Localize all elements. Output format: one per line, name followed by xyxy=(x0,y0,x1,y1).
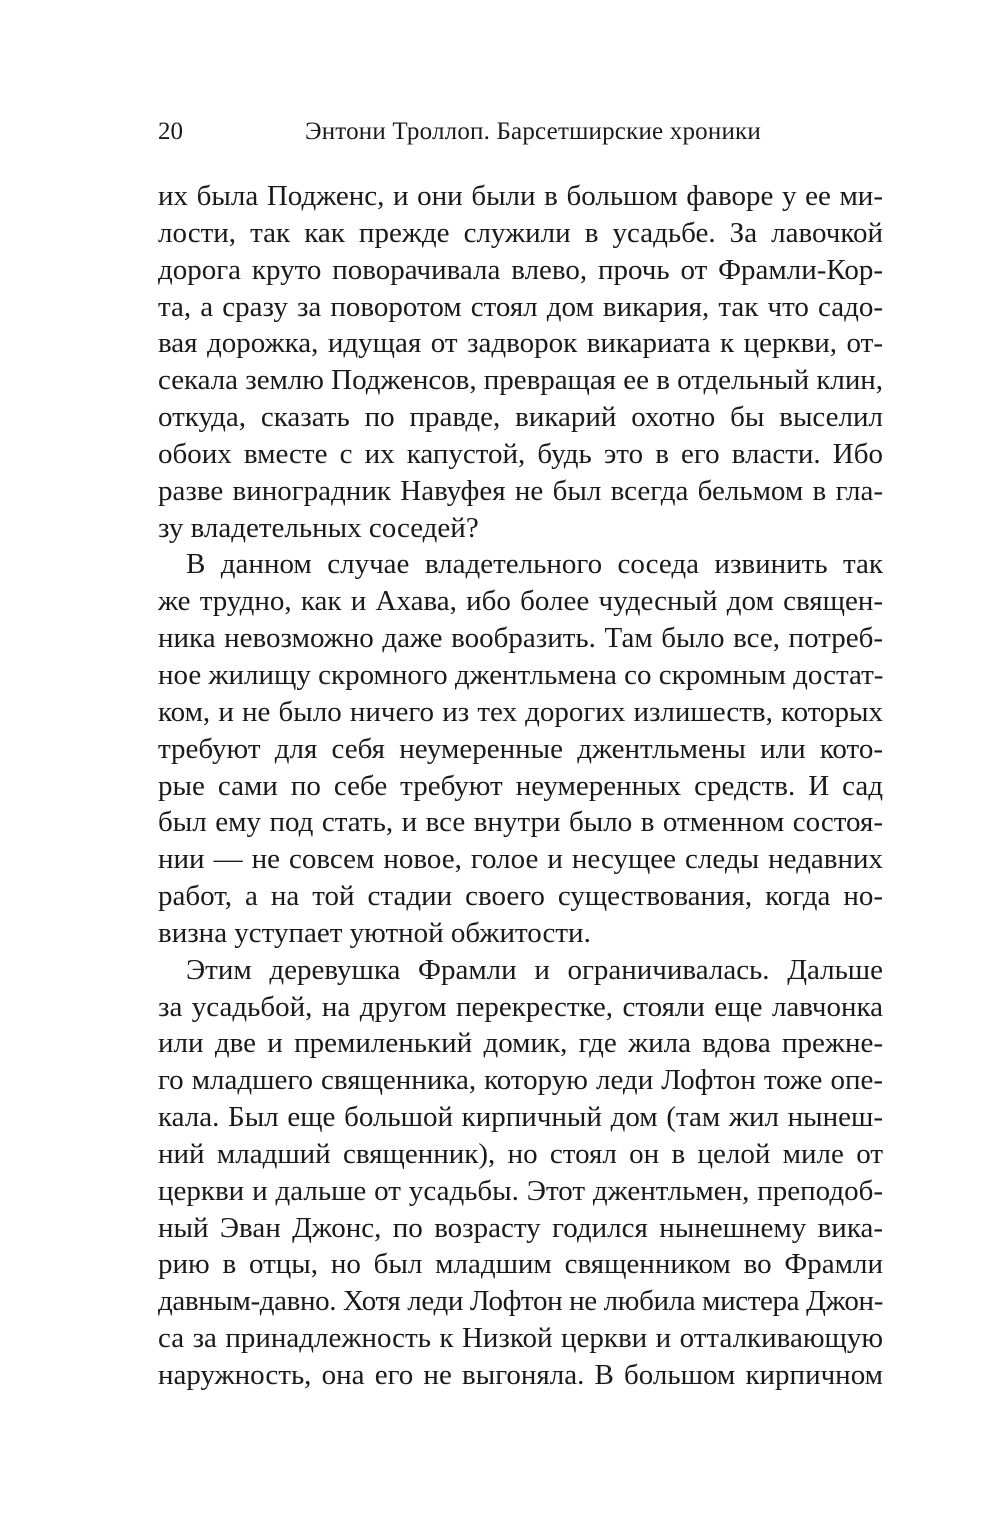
text-line: наружность, она его не выгоняла. В большом кирпичном xyxy=(158,1359,883,1391)
text-line: давным-давно. Хотя леди Лофтон не любила мистера Джон- xyxy=(158,1285,883,1318)
text-line: ный Эван Джонс, по возрасту годился нынешнему вика- xyxy=(158,1211,883,1244)
text-line: рые сами по себе требуют неумеренных средств. И сад xyxy=(158,769,883,802)
paragraph xyxy=(158,952,883,1394)
text-line: ний младший священник), но стоял он в целой миле от xyxy=(158,1137,883,1170)
text-line: церкви и дальше от усадьбы. Этот джентльмен, преподоб- xyxy=(158,1174,883,1207)
text-line: зу владетельных соседей? xyxy=(158,511,479,544)
text-line: лости, так как прежде служили в усадьбе. За лавочкой xyxy=(158,216,883,249)
text-line: ком, и не было ничего из тех дорогих излишеств, которых xyxy=(158,695,883,728)
text-line: разве виноградник Навуфея не был всегда бельмом в гла- xyxy=(158,474,883,507)
text-line: ное жилищу скромного джентльмена со скромным достат- xyxy=(158,658,884,691)
text-line: нии — не совсем новое, голое и несущее следы недавних xyxy=(158,843,883,876)
text-line: го младшего священника, которую леди Лофтон тоже опе- xyxy=(158,1064,883,1097)
text-line: дорога круто поворачивала влево, прочь от Фрамли-Кор- xyxy=(158,253,883,286)
paragraph xyxy=(158,178,883,546)
text-line: за усадьбой, на другом перекрестке, стояли еще лавчонка xyxy=(158,990,883,1023)
paragraph xyxy=(158,546,883,951)
text-line: был ему под стать, и все внутри было в отменном состоя- xyxy=(158,806,883,839)
text-line: секала землю Подженсов, превращая ее в отдельный клин, xyxy=(158,364,883,397)
text-line: Этим деревушка Фрамли и ограничивалась. Дальше xyxy=(186,953,883,986)
page-number: 20 xyxy=(158,118,183,145)
text-line: работ, а на той стадии своего существования, когда но- xyxy=(158,880,883,913)
text-line: вая дорожка, идущая от задворок викариата к церкви, от- xyxy=(158,327,883,360)
text-line: же трудно, как и Ахава, ибо более чудесный дом священ- xyxy=(158,585,883,618)
text-line: откуда, сказать по правде, викарий охотно бы выселил xyxy=(158,401,883,434)
text-line: их была Подженс, и они были в большом фаворе у ее ми- xyxy=(158,180,883,212)
text-line: ника невозможно даже вообразить. Там было все, потреб- xyxy=(158,622,883,655)
text-line: рию в отцы, но был младшим священником во Фрамли xyxy=(158,1248,883,1281)
text-line: са за принадлежность к Низкой церкви и отталкивающую xyxy=(158,1322,883,1355)
text-line: или две и премиленький домик, где жила вдова прежне- xyxy=(158,1027,883,1060)
book-title: Энтони Троллоп. Барсетширские хроники xyxy=(305,118,761,145)
text-line: обоих вместе с их капустой, будь это в его власти. Ибо xyxy=(158,437,883,470)
text-line: требуют для себя неумеренные джентльмены или кото- xyxy=(158,732,883,765)
body-text xyxy=(158,178,883,1394)
text-line: В данном случае владетельного соседа извинить так xyxy=(186,548,883,581)
running-head xyxy=(158,118,883,158)
text-line: визна уступает уютной обжитости. xyxy=(158,916,591,949)
text-line: та, а сразу за поворотом стоял дом викария, так что садо- xyxy=(158,290,883,323)
text-line: кала. Был еще большой кирпичный дом (там жил нынеш- xyxy=(158,1101,883,1134)
